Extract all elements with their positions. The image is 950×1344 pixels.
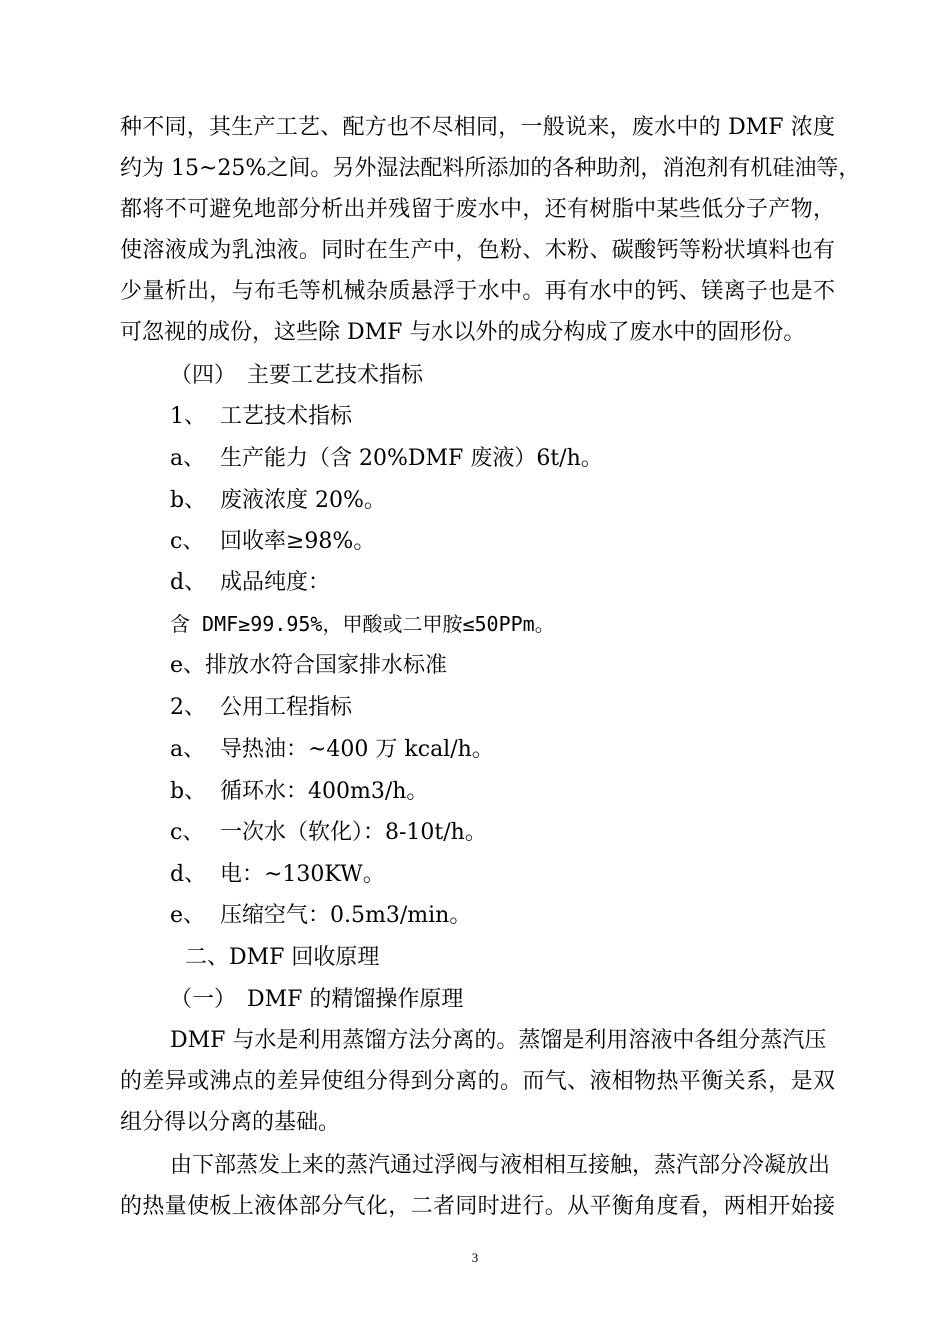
list-item [170,729,835,770]
paragraph-line: 组分得以分离的基础。 [120,1110,341,1135]
section-heading: （四） 主要工艺技术指标 [170,363,424,388]
list-item [170,812,835,853]
paragraph-line: 由下部蒸发上来的蒸汽通过浮阀与液相相互接触，蒸汽部分冷凝放出 [170,1153,831,1178]
list-marker: d、 [170,570,207,595]
paragraph-line: 的差异或沸点的差异使组分得到分离的。而气、液相物热平衡关系，是双 [120,1069,835,1094]
page-number: 3 [471,1250,479,1265]
list-marker: b、 [170,779,207,804]
list-item [170,562,835,603]
list-text: 电：~130KW。 [220,862,385,887]
list-item [170,480,835,521]
section-heading: （一） DMF 的精馏操作原理 [170,987,464,1012]
list-marker: a、 [170,737,206,762]
list-text: 成品纯度： [220,570,331,595]
purity-spec: 含 DMF≥99.95%，甲酸或二甲胺≤50PPm。 [170,612,555,636]
paragraph-line: 约为 15~25%之间。另外湿法配料所添加的各种助剂，消泡剂有机硅油等， [120,156,861,181]
paragraph-line: 使溶液成为乳浊液。同时在生产中，色粉、木粉、碳酸钙等粉状填料也有 [120,238,835,263]
list-item [170,895,835,936]
subsection-heading [170,396,835,437]
list-marker: e、 [170,903,206,928]
list-marker: a、 [170,446,206,471]
paragraph-line: 可忽视的成份，这些除 DMF 与水以外的成分构成了废水中的固形份。 [120,320,806,345]
list-marker: b、 [170,488,207,513]
list-text: 生产能力（含 20%DMF 废液）6t/h。 [220,446,603,471]
list-text: 一次水（软化）：8-10t/h。 [220,820,487,845]
list-text: 废液浓度 20%。 [220,488,386,513]
list-item [170,854,835,895]
paragraph-line: 的热量使板上液体部分气化，二者同时进行。从平衡角度看，两相开始接 [120,1194,835,1219]
list-marker: c、 [170,529,205,554]
paragraph-line: 都将不可避免地部分析出并残留于废水中，还有树脂中某些低分子产物， [120,197,835,222]
subsection-title: 公用工程指标 [220,695,353,720]
list-item [170,771,835,812]
list-marker: c、 [170,820,205,845]
paragraph-line: 少量析出，与布毛等机械杂质悬浮于水中。再有水中的钙、镁离子也是不 [120,279,835,304]
chapter-heading: 二、DMF 回收原理 [185,945,380,970]
list-text: 压缩空气：0.5m3/min。 [220,903,472,928]
list-marker: 2、 [170,695,206,720]
list-item [170,521,835,562]
list-text: 循环水：400m3/h。 [220,779,429,804]
list-text: 导热油：~400 万 kcal/h。 [220,737,494,762]
list-marker: d、 [170,862,207,887]
list-marker: 1、 [170,404,206,429]
list-text: 回收率≥98%。 [220,529,376,554]
paragraph-line: DMF 与水是利用蒸馏方法分离的。蒸馏是利用溶液中各组分蒸汽压 [170,1028,827,1053]
subsection-heading [170,687,835,728]
paragraph-line: 种不同，其生产工艺、配方也不尽相同，一般说来，废水中的 DMF 浓度 [120,115,835,140]
list-item [170,438,835,479]
subsection-title: 工艺技术指标 [220,404,353,429]
discharge-spec: e、排放水符合国家排水标准 [170,653,448,678]
